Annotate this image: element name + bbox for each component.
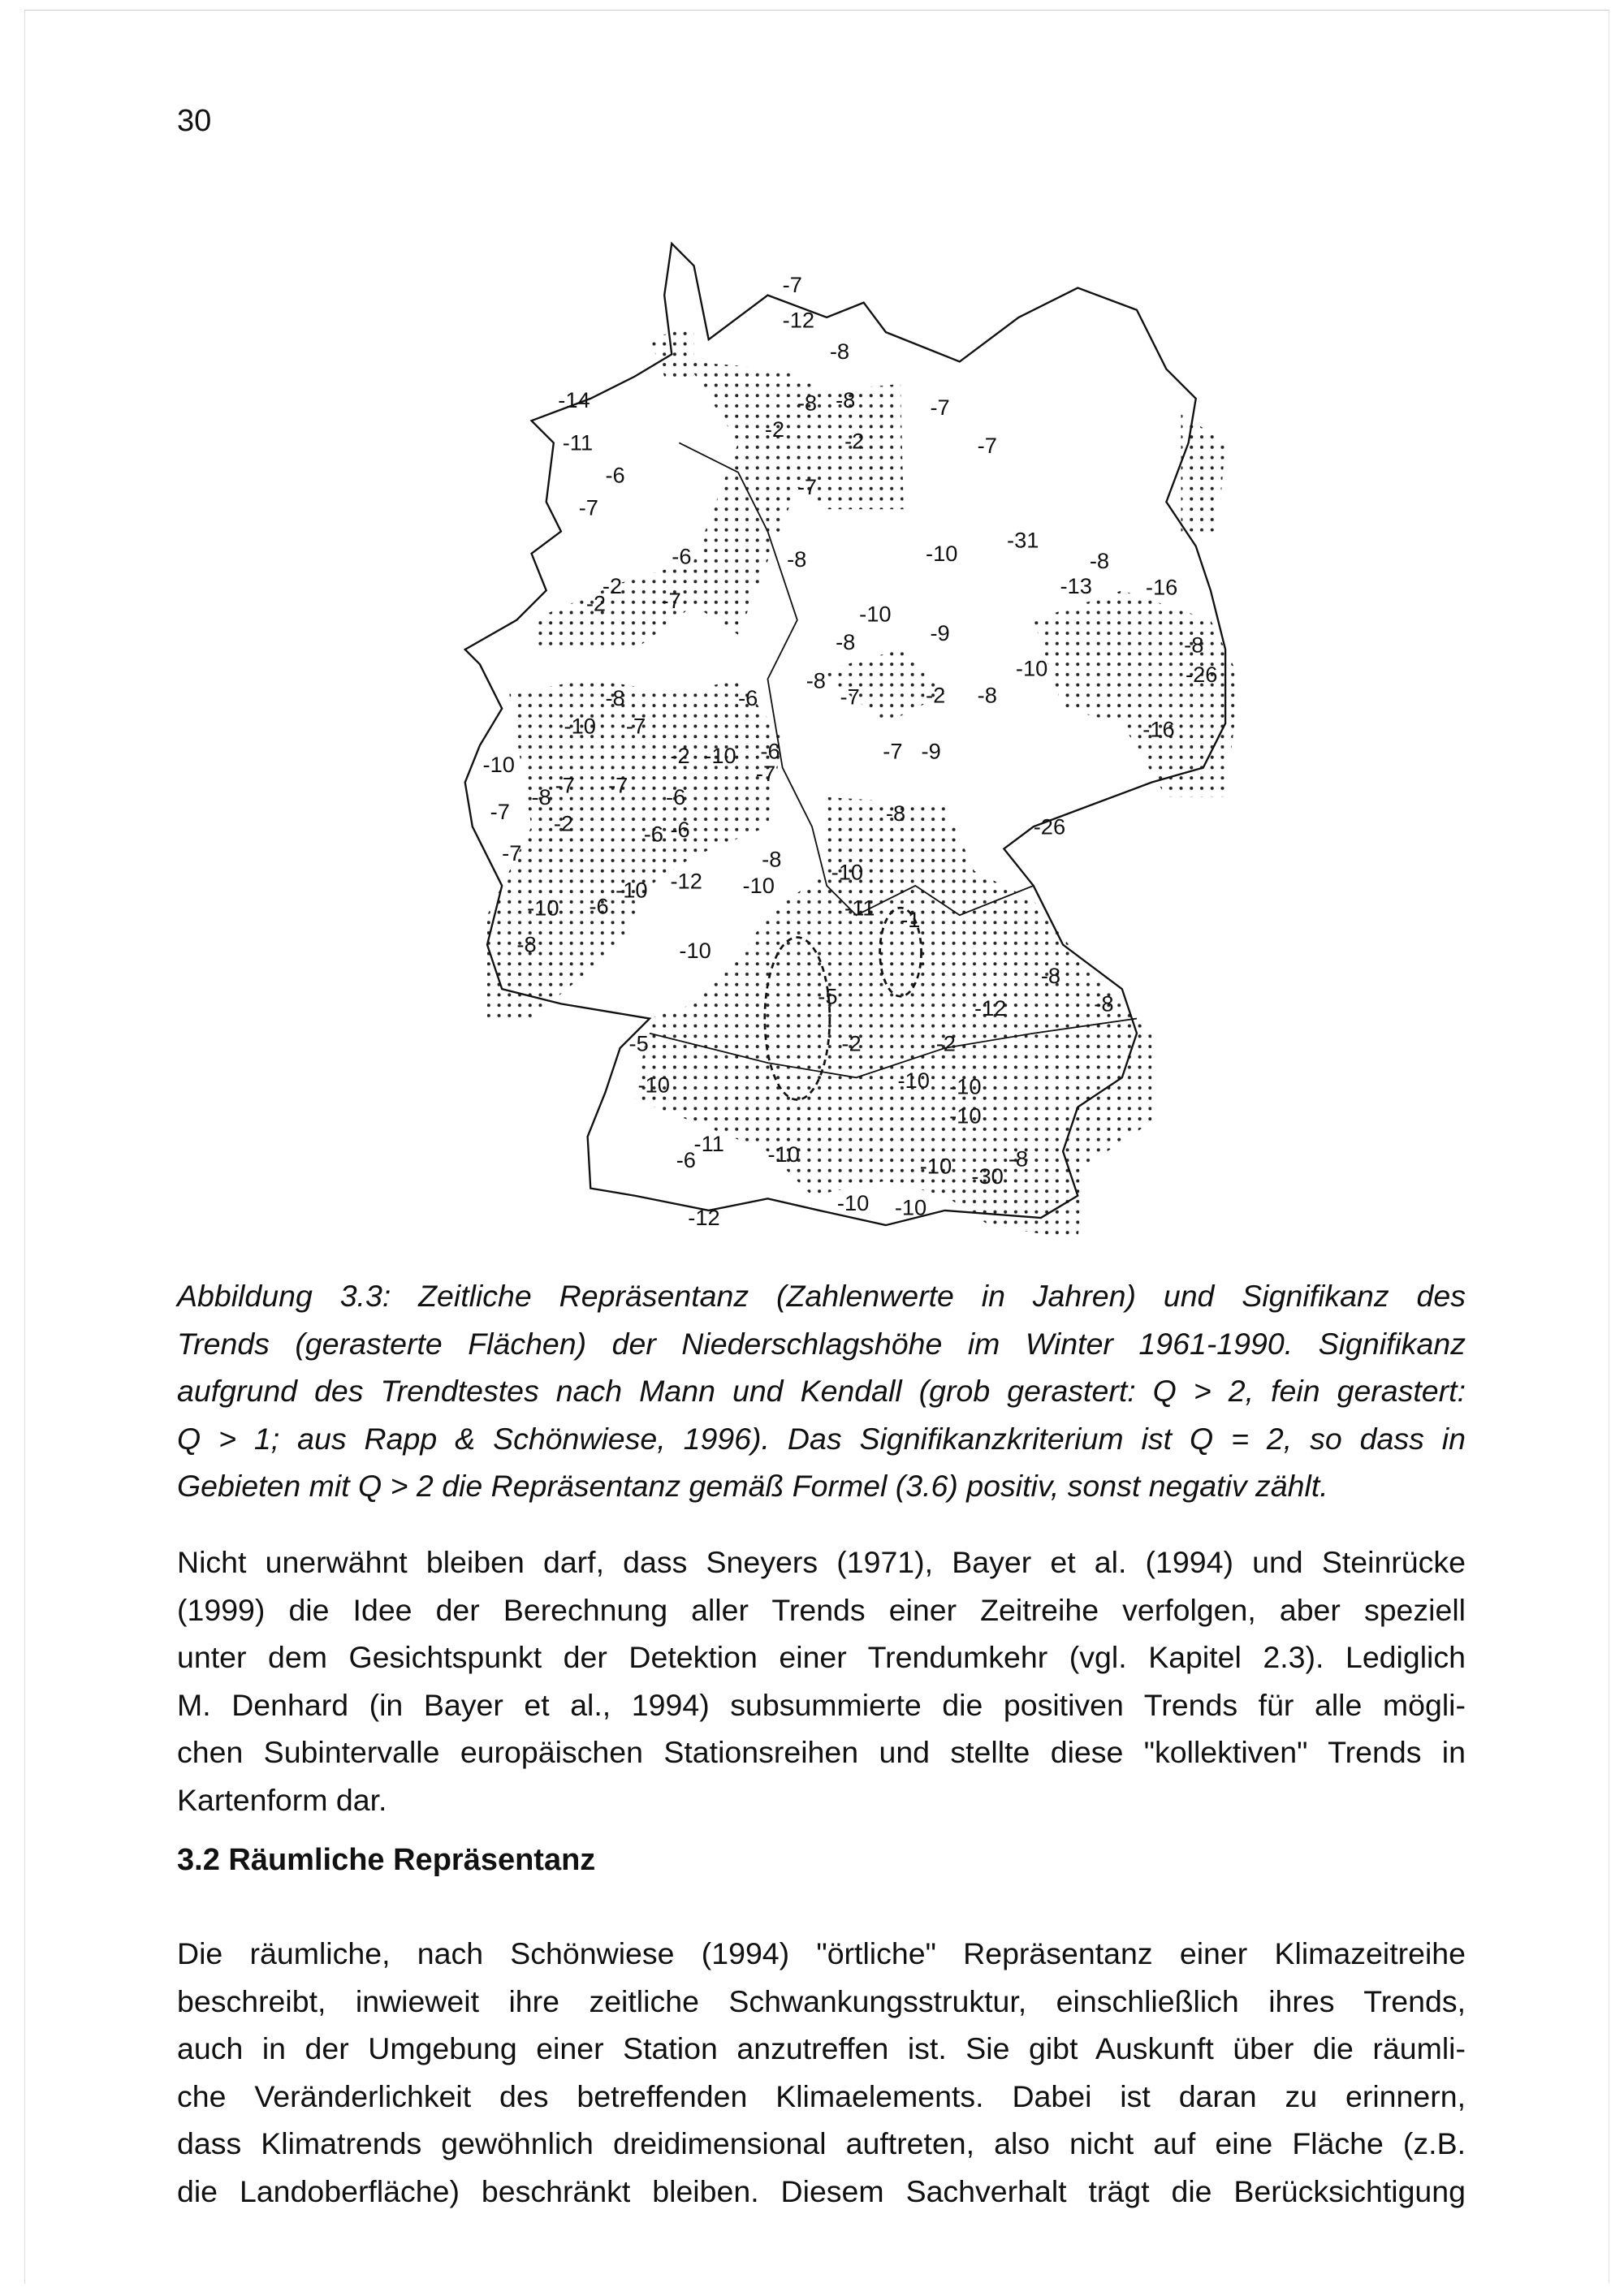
map-value-label: -2: [935, 1030, 956, 1056]
map-value-label: -9: [930, 620, 950, 646]
page-number: 30: [177, 104, 212, 138]
map-value-label: -7: [625, 713, 646, 739]
map-value-label: -12: [688, 1205, 720, 1231]
map-value-label: -10: [527, 895, 559, 921]
map-value-label: -8: [885, 800, 906, 826]
map-value-label: -6: [666, 783, 686, 809]
caption-line: Abbildung 3.3: Zeitliche Repräsentanz (Zahlenwerte in Jahren) und Signifikanz des: [177, 1279, 1466, 1313]
map-value-label: -8: [762, 846, 782, 872]
paragraph-line: Kartenform dar.: [177, 1782, 387, 1817]
map-value-label: -6: [605, 462, 625, 488]
map-value-label: -10: [836, 1189, 870, 1215]
map-value-label: -10: [679, 938, 711, 963]
map-value-label: -1: [901, 906, 921, 932]
map-value-label: -30: [971, 1163, 1004, 1189]
map-value-label: -7: [755, 760, 776, 786]
map-value-label: -10: [859, 601, 892, 627]
map-value-label: -2: [670, 743, 690, 768]
map-value-label: -8: [605, 685, 625, 711]
map-value-label: -8: [1008, 1146, 1029, 1172]
map-value-label: -8: [836, 386, 856, 412]
map-value-label: -11: [693, 1131, 724, 1157]
paragraph-line: Nicht unerwähnt bleiben darf, dass Sneyers (1971), Bayer et al. (1994) und Steinrücke: [177, 1545, 1466, 1579]
map-value-label: -9: [921, 738, 941, 764]
map-value-label: -7: [977, 433, 997, 459]
body-paragraph-1: [177, 1539, 1466, 1823]
map-value-label: -10: [1015, 655, 1048, 681]
paragraph-line: Die räumliche, nach Schönwiese (1994) "örtliche" Repräsentanz einer Klimazeitreihe: [177, 1936, 1466, 1970]
map-value-label: -6: [676, 1147, 696, 1173]
caption-line: Gebieten mit Q > 2 die Repräsentanz gemäß Formel (3.6) positiv, sonst negativ zählt.: [177, 1469, 1328, 1503]
map-value-label: -5: [628, 1030, 649, 1056]
map-value-label: -31: [1007, 527, 1039, 553]
map-value-label: -10: [482, 751, 515, 777]
figure-caption: [177, 1272, 1466, 1510]
map-value-label: -12: [670, 868, 702, 894]
map-value-label: -8: [797, 390, 818, 416]
map-value-label: -2: [926, 682, 946, 708]
map-value-label: -8: [787, 546, 807, 572]
map-value-label: -10: [637, 1072, 670, 1098]
map-value-label: -8: [1089, 548, 1110, 574]
map-value-label: -10: [767, 1141, 800, 1167]
map-value-label: -10: [831, 859, 864, 885]
map-value-label: -2: [553, 810, 574, 836]
caption-line: aufgrund des Trendtestes nach Mann und Kendall (grob gerastert: Q > 2, fein gerastert:: [177, 1374, 1466, 1408]
paragraph-line: dass Klimatrends gewöhnlich dreidimensional auftreten, also nicht auf eine Fläche (z.B.: [177, 2126, 1466, 2160]
map-value-label: -6: [738, 685, 758, 711]
map-value-label: -11: [562, 429, 594, 455]
map-value-label: -2: [585, 590, 607, 616]
map-value-label: -8: [1184, 632, 1204, 658]
map-value-label: -10: [894, 1194, 927, 1220]
paragraph-line: unter dem Gesichtspunkt der Detektion einer Trendumkehr (vgl. Kapitel 2.3). Lediglich: [177, 1640, 1466, 1674]
map-value-label: -6: [672, 543, 692, 569]
map-value-label: -10: [949, 1073, 982, 1099]
section-heading: 3.2 Räumliche Repräsentanz: [177, 1843, 596, 1877]
map-value-label: -6: [760, 738, 780, 764]
map-value-label: -8: [829, 338, 850, 364]
paragraph-line: die Landoberfläche) beschränkt bleiben. Diesem Sachverhalt trägt die Berücksichtigung: [177, 2173, 1466, 2208]
map-value-label: -7: [578, 494, 598, 520]
map-value-label: -8: [531, 783, 551, 809]
map-value-label: -7: [930, 394, 950, 420]
map-value-label: -13: [1060, 572, 1092, 598]
map-value-label: -10: [742, 873, 775, 898]
map-value-label: -7: [840, 684, 860, 710]
paragraph-line: M. Denhard (in Bayer et al., 1994) subsummierte die positiven Trends für alle mögli-: [177, 1687, 1466, 1722]
map-value-label: -10: [615, 877, 648, 903]
map-value-label: -26: [1186, 662, 1218, 688]
map-value-label: -7: [502, 840, 522, 865]
map-value-label: -6: [589, 893, 609, 919]
map-value-label: -10: [897, 1068, 930, 1093]
map-value-label: -8: [836, 629, 856, 655]
paragraph-line: auch in der Umgebung einer Station anzutreffen ist. Sie gibt Auskunft über die räumli-: [177, 2031, 1466, 2065]
map-value-label: -8: [516, 931, 537, 957]
map-value-label: -14: [558, 386, 590, 412]
map-value-label: -8: [977, 682, 997, 708]
caption-line: Trends (gerasterte Flächen) der Niederschlagshöhe im Winter 1961-1990. Signifikanz: [177, 1326, 1466, 1361]
map-value-label: -16: [1145, 574, 1178, 600]
caption-line: Q > 1; aus Rapp & Schönwiese, 1996). Das Signifikanzkriterium ist Q = 2, so dass in: [177, 1421, 1466, 1456]
map-value-label: -6: [643, 821, 663, 847]
map-value-label: -2: [844, 428, 865, 454]
paragraph-line: beschreibt, inwieweit ihre zeitliche Schwankungsstruktur, einschließlich ihres Trends,: [177, 1983, 1466, 2018]
map-value-label: -7: [608, 772, 628, 798]
map-value-label: -10: [919, 1153, 952, 1179]
paragraph-line: chen Subintervalle europäischen Stationsreihen und stellte diese "kollektiven" Trends in: [177, 1735, 1466, 1769]
map-value-label: -6: [670, 816, 690, 842]
map-value-label: -7: [883, 738, 903, 764]
map-value-label: -5: [818, 983, 838, 1009]
paragraph-line: (1999) die Idee der Berechnung aller Trends einer Zeitreihe verfolgen, aber speziell: [177, 1592, 1466, 1627]
body-paragraph-2: [177, 1930, 1466, 2215]
map-value-label: -26: [1033, 814, 1066, 839]
map-value-label: -8: [1094, 990, 1114, 1016]
map-value-label: -12: [782, 307, 815, 333]
map-value-label: -11: [844, 895, 875, 921]
map-value-label: -7: [490, 799, 510, 825]
map-value-label: -7: [661, 588, 681, 614]
map-value-label: -7: [782, 272, 802, 297]
map-value-label: -10: [949, 1103, 982, 1129]
map-value-label: -10: [704, 743, 736, 768]
map-value-label: -2: [841, 1030, 862, 1056]
map-value-label: -16: [1142, 716, 1175, 742]
map-value-label: -10: [926, 540, 958, 566]
map-value-label: -2: [602, 572, 623, 598]
map-value-label: -10: [564, 713, 596, 739]
map-value-label: -8: [1040, 962, 1061, 988]
paragraph-line: che Veränderlichkeit des betreffenden Klimaelements. Dabei ist daran zu erinnern,: [177, 2078, 1466, 2113]
map-value-label: -2: [764, 416, 785, 442]
map-value-label: -7: [797, 474, 818, 500]
map-value-label: -7: [555, 772, 575, 798]
map-value-label: -8: [806, 667, 826, 693]
map-value-label: -12: [974, 995, 1007, 1021]
